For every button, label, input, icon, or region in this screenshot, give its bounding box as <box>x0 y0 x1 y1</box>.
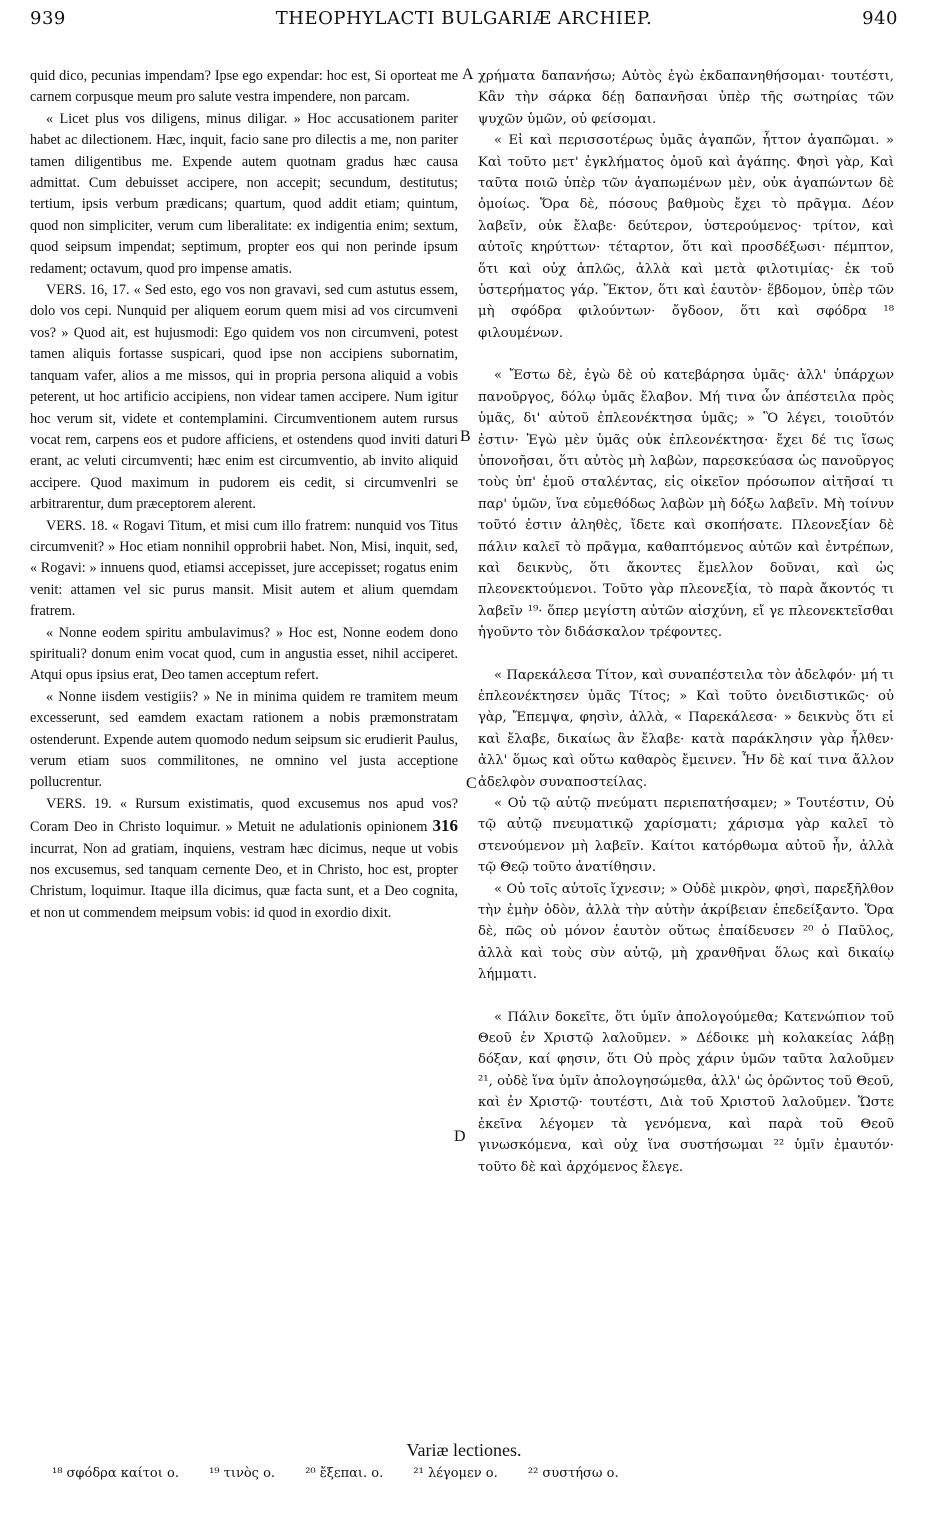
latin-text: incurrat, Non ad gratiam, inquiens, vestram hæc dicimus, neque ut vobis nos excusemus, sed tanquam cernente Deo, et in Christo, hoc est, propter Christum, loquimur. Itaque illa dicimus, quæ facta sunt, et a Deo cognita, et non ut commendem meipsum vobis: id quod in exordio dixit. <box>30 840 458 921</box>
greek-paragraph: « Πάλιν δοκεῖτε, ὅτι ὑμῖν ἀπολογούμεθα; Κατενώπιον τοῦ Θεοῦ ἐν Χριστῷ λαλοῦμεν. » Δέδοικε μὴ κολακείας λάβῃ δόξαν, καί φησιν, ὅτι Οὐ πρὸς χάριν ὑμῶν ταῦτα λαλοῦμεν ²¹, οὐδὲ ἵνα ὑμῖν ἀπολογησώμεθα, ἀλλ' ὡς ὁρῶντος τοῦ Θεοῦ, καὶ ἐν Χριστῷ· τουτέστι, Διὰ τοῦ Χριστοῦ λαλοῦμεν. Ὥστε ἐκεῖνα λέγομεν τὰ γενόμενα, καὶ παρὰ τοῦ Θεοῦ γινωσκόμενα, καὶ οὐχ ἵνα συστήσωμαι ²² ὑμῖν ἐμαυτόν· τοῦτο δὲ καὶ ἀρχόμενος ἔλεγε. <box>478 1009 894 1175</box>
greek-paragraph: « Ἔστω δὲ, ἐγὼ δὲ οὐ κατεβάρησα ὑμᾶς· ἀλλ' ὑπάρχων πανοῦργος, δόλῳ ὑμᾶς ἔλαβον. Μή τινα ὧν ἀπέστειλα πρὸς ὑμᾶς, δι' αὐτοῦ ἐπλεονέκτησα ὑμᾶς; » Ὃ λέγει, τοιοῦτόν ἐστιν· Ἐγὼ μὲν ὑμᾶς οὐκ ἐπλεονέκτησα· ἔχει δέ τις ἴσως ὑπονοῆσαι, ὅτι αὐτὸς μὴ λαβὼν, παρεσκεύασα ὡς πανοῦργος τοὺς ὑπ' ἐμοῦ σταλέντας, εἰς οἰκεῖον πρόσωπον αἰτῆσαί τι παρ' ὑμῶν, ἵνα εὐμεθόδως λαβὼν μὴ δόξω λαβεῖν. Μὴ τοίνυν τοῦτό ἐστιν ἀληθὲς, ἴδετε καὶ σκοπήσατε. Πλεονεξίαν δὲ πάλιν καλεῖ τὸ πρᾶγμα, καθαπτόμενος αὐτῶν καὶ ἐντρέπων, καὶ δεικνὺς, ὅτι ἄκοντες ἔμελλον δοῦναι, καὶ ὡς πλεονεκτούμενοι. Τοῦτο γὰρ πλεονεξία, τὸ παρὰ ἄκοντός τι λαβεῖν ¹⁹· ὅπερ μεγίστη αὐτῶν αἰσχύνη, εἴ γε πλεονεκτεῖσθαι ἡγοῦντο τὸν διδάσκαλον τρέφοντες. <box>478 368 894 641</box>
running-title: THEOPHYLACTI BULGARIÆ ARCHIEP. <box>275 8 653 29</box>
variant-note: ²⁰ ἔξεπαι. ο. <box>305 1466 384 1481</box>
page-number-right: 940 <box>862 8 898 29</box>
latin-paragraph: « Nonne iisdem vestigiis? » Ne in minima quidem re tramitem meum excesserunt, sed eamdem exactam rationem a nobis præmonstratam ostenderunt. Expende autem quomodo nedum seipsum sic erudierit Paulus, verum etiam suos commilitones, ne omnino vel justa acceptione pollucrentur. <box>30 688 458 791</box>
latin-paragraph: « Nonne eodem spiritu ambulavimus? » Hoc est, Nonne eodem dono spirituali? donum enim vocat quod, cum in angustia esset, nihil acciperet. Atqui opus ipsius erat, Deo tamen acceptum refert. <box>30 624 458 684</box>
latin-paragraph: VERS. 18. « Rogavi Titum, et misi cum illo fratrem: nunquid vos Titus circumvenit? » Hoc etiam nonnihil opprobrii habet. Non, Misi, inquit, sed, « Rogavi: » innuens quod, etiamsi accepisset, jure accepisset; rogatus enim venit: attamen vel sic purus mansit. Misit autem et alium quemdam fratrem. <box>30 517 458 620</box>
variae-lectiones-notes <box>52 1466 892 1481</box>
variant-note: ¹⁹ τινὸς ο. <box>209 1466 276 1481</box>
margin-letter-b: B <box>460 428 471 445</box>
latin-paragraph-vers19 <box>30 794 458 924</box>
greek-paragraph: « Εἰ καὶ περισσοτέρως ὑμᾶς ἀγαπῶν, ἧττον ἀγαπῶμαι. » Καὶ τοῦτο μετ' ἐγκλήματος ὁμοῦ καὶ ἀγάπης. Φησὶ γὰρ, Καὶ ταῦτα ποιῶ ὑπὲρ τῶν ἀγαπωμένων μὲν, οὐκ ἀγαπώντων δὲ ὁμοίως. Ὅρα δὲ, πόσους βαθμοὺς ἔχει τὸ πρᾶγμα. Δέον λαβεῖν, οὐκ ἔλαβε· δεύτερον, ὑστερούμενος· τρίτον, καὶ αὐτοῖς κηρύττων· τέταρτον, ὅτι καὶ προσδέξωσι· πέμπτον, ὅτι καὶ οὐχ ἁπλῶς, ἀλλὰ καὶ μετὰ φιλοτιμίας· ἐκ τοῦ ὑστερήματος γάρ. Ἕκτον, ὅτι καὶ ἑαυτὸν· ἕβδομον, ὑπὲρ τῶν μὴ σφόδρα φιλούντων· ὄγδοον, ὅτι καὶ σφόδρα ¹⁸ φιλουμένων. <box>478 133 894 341</box>
column-number-316: 316 <box>432 816 458 836</box>
spacer <box>478 986 894 1007</box>
variae-lectiones-title: Variæ lectiones. <box>406 1440 522 1460</box>
variant-note: ²¹ λέγομεν ο. <box>413 1466 498 1481</box>
variant-note: ²² συστήσω ο. <box>527 1466 619 1481</box>
greek-paragraph: « Οὐ τοῖς αὐτοῖς ἴχνεσιν; » Οὐδὲ μικρὸν, φησὶ, παρεξῆλθον τὴν ἐμὴν ὁδὸν, ἀλλὰ τὴν αὐτὴν ἀκρίβειαν ἐπεδείξαντο. Ὅρα δὲ, πῶς οὐ μόνον ἑαυτὸν οὕτως ἐπαίδευσεν ²⁰ ὁ Παῦλος, ἀλλὰ καὶ τοὺς σὺν αὐτῷ, μὴ χρανθῆναι ὅλως καὶ δικαίῳ λήμματι. <box>478 881 894 983</box>
spacer <box>478 644 894 665</box>
latin-paragraph: VERS. 16, 17. « Sed esto, ego vos non gravavi, sed cum astutus essem, dolo vos cepi. Nunquid per aliquem eorum quem misi ad vos circumveni vos? » Quod ait, est hujusmodi: Ego quidem vos non circumveni, potest tamen aliquis fortasse suspicari, quod ipse non accipiens subornatim, tanquam vafer, alios a me missos, qui in propria persona aliquid a vobis peterent, ut hoc artificio accipiens, non videar tamen accipere. Num igitur hoc verum sit, videte et contemplamini. Circumventionem autem rursus vocat rem, carpens eos et pudore afficiens, et ostendens quod inviti daturi erant, ac veluti circumventi; hæc enim est circumventio, ab invito aliquid accipere. Quod maximum in pudorem eis cedit, si circumvenlri se arbitrarentur, dum præceptorem alerent. <box>30 282 458 513</box>
greek-paragraph: χρήματα δαπανήσω; Αὐτὸς ἐγὼ ἐκδαπανηθήσομαι· τουτέστι, Κἂν τὴν σάρκα δέῃ δαπανῆσαι ὑπὲρ τῆς σωτηρίας τῶν ψυχῶν ὑμῶν, οὐ φείσομαι. <box>478 69 894 127</box>
latin-paragraph: quid dico, pecunias impendam? Ipse ego expendar: hoc est, Si oporteat me carnem corpusque meum pro salute vestra impendere, non parcam. <box>30 68 458 106</box>
margin-letter-c: C <box>466 775 477 792</box>
greek-column <box>478 66 894 1178</box>
greek-paragraph: « Παρεκάλεσα Τίτον, καὶ συναπέστειλα τὸν ἀδελφόν· μή τι ἐπλεονέκτησεν ὑμᾶς Τίτος; » Καὶ τοῦτο ὀνειδιστικῶς· οὐ γὰρ, Ἔπεμψα, φησὶν, ἀλλὰ, « Παρεκάλεσα· » δεικνὺς ὅτι εἰ καὶ ἔλαβε, δικαίως ἂν ἔλαβε· κατὰ παράκλησιν γὰρ ἦλθεν· ἀλλ' ὅμως καὶ οὕτω καθαρὸς ἔμεινεν. Ἦν δὲ καί τινα ἄλλον ἀδελφὸν συναποστείλας. <box>478 667 894 790</box>
page-number-left: 939 <box>30 8 66 29</box>
variant-note: ¹⁸ σφόδρα καίτοι ο. <box>52 1466 179 1481</box>
greek-paragraph: « Οὐ τῷ αὐτῷ πνεύματι περιεπατήσαμεν; » Τουτέστιν, Οὐ τῷ αὐτῷ πνευματικῷ χαρίσματι; χάρισμα γὰρ καλεῖ τὸ στενούμενον μὴ λαβεῖν. Καίτοι κατόρθωμα αὐτοῦ ἦν, ἀλλὰ τῷ Θεῷ τοῦτο ἀνατίθησιν. <box>478 796 894 876</box>
latin-column <box>30 66 458 924</box>
latin-paragraph: « Licet plus vos diligens, minus diligar. » Hoc accusationem pariter habet ac dilectionem. Hæc, inquit, facio sane pro dilectis a me, non pariter tamen diligentibus me. Expende autem quotnam gradus hæc causa admittat. Cum debuisset accipere, non accepit; secundum, destitutus; tertium, ipsis verbum prædicans; quartum, quod addit etiam; quintum, quod non simpliciter, verum cum liberalitate: ex indigentia enim; sextum, quod seipsum impendat; septimum, propter eos qui non perinde ipsum redament; octavum, quod pro impense amatis. <box>30 110 458 277</box>
margin-letter-d: D <box>454 1128 466 1145</box>
spacer <box>478 344 894 365</box>
margin-letter-a: A <box>462 66 474 83</box>
latin-text: VERS. 19. « Rursum existimatis, quod excusemus nos apud vos? Coram Deo in Christo loquimur. » Metuit ne adulationis opinionem <box>30 795 458 836</box>
running-header <box>30 8 898 38</box>
